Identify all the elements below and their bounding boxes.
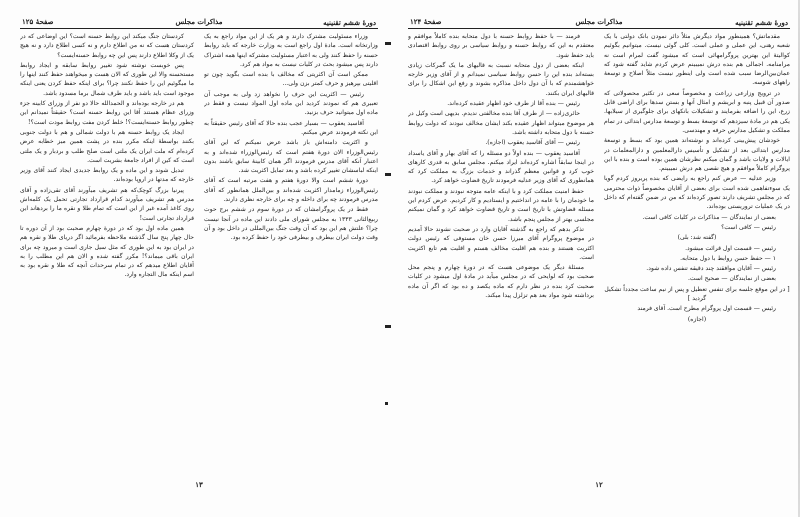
paragraph: کردستان جنگ میکند این روابط حسنه است؟ این اوضاعی که در کردستان هست که نه من اطلاع دارم و نه کسی اطلاع دارد و نه هیچ یک از وکلا اطلاع دارند پس این چه روابط حسنه‌ایست؟ bbox=[20, 33, 194, 59]
margin-mark bbox=[385, 402, 388, 405]
column-right bbox=[604, 32, 790, 462]
text-columns bbox=[408, 32, 790, 462]
paragraph: تبدیل شوند و این ماده و یک روابط جدیدی ایجاد کنند آقای وزیر خارجه که مدتها در اروپا بوده‌اند. bbox=[20, 167, 194, 184]
period-title: دورهٔ ششم تقنینیه bbox=[735, 18, 788, 27]
column-left bbox=[20, 32, 194, 462]
paragraph: ایجاد یک روابط حسنه هم با دولت شمالی و هم با دولت جنوبی بکنند بواسطهٔ اینکه مکرر بنده در پشت همین میز خطابه عرض کرده‌ام که ملت ایران یک ملتی است صلح طلب و بردبار و یک ملتی است که کین از افراد جامعهٔ بشریت است. bbox=[20, 128, 194, 164]
margin-mark bbox=[385, 325, 391, 328]
paragraph: همین ماده اول بود که در دورهٔ چهارم صحبت بود از آن دوره تا حال چهار پنج سال گذشته ملاحظه بفرمائید اگر دریای طلا و نقره هم در ایران بود به این طوری که مثل سیل جاری است و میرود چه برای ایران باقی میماند؟! مکرر گفته شده و الان هم این مطلب را به آقایان اطلاع میدهم که در تمام سرحدات آنچه که طلا و نقره بود به اسم اینکه مال التجاره وارد. bbox=[20, 224, 194, 279]
paragraph: پیرنیا بزرگ کوچک‌که هم تشریف میآورند آقای تقی‌زاده و آقای مدرس هم تشریف میآورند کدام قرارداد تجارتی تحمل یک کلمه‌اش روی کاغذ آمده غیر از این است که تمام طلا و نقره ما را بردهاند این قرارداد تجارتی است! bbox=[20, 186, 194, 222]
paragraph: بعضی از نمایندگان — مذاکرات در کلیات کافی است. bbox=[642, 213, 776, 221]
paragraph: تذکر بدهم که راجع به گذشته آقایان وارد در صحبت نشوند حالا آمدیم در موضوع پروگرام آقای میرزا حسن خان مستوفی که رئیس دولت اکثریت هستند و بنده هم اقلیت مخالف هستم و اقلیت هم تابع اکثریت است. bbox=[408, 225, 594, 261]
paragraph: پس خوبست نوشته شود تغییر روابط سابقه و ایجاد روابط مستحسنه والا این طوری که الان هست و میخواهند حفظ کنند اینها را ما میگوئیم این را حفظ نکنند چرا؟ برای اینکه حفظ کردن یعنی اینکه موجود است باید باشد و باید طرف شمال برما مسدود باشد. bbox=[20, 61, 194, 97]
paragraph: رئیس — اکثریت این حرف را نخواهد زد ولی به موجب آن تعبیری هم که نمودند کردید این ماده اول المواد نیست و فقط در ماده اول میتوانید حرف بزنید. bbox=[204, 90, 378, 117]
right-page bbox=[408, 0, 790, 517]
paragraph: حائری‌زاده — از طرف آقا بنده مخالفتی ندیدم. بدیهی است وکیل در هر موضوع میتواند اظهار عقیده بکند ایشان مخالف نبودند که دولت روابط حسنه با دول متحابه داشته باشد. bbox=[408, 110, 594, 136]
page-header bbox=[20, 16, 378, 29]
page-header bbox=[408, 16, 790, 29]
paragraph: وزراء مسئولیت مشترک دارند و هر یک از این مواد راجع به یک وزارتخانه است. مادهٔ اول راجع است به وزارت خارجه که باید روابط حسنه را حفظ کنند ولی به اعتبار مسئولیت مشترکه اینها همه اشتراک دارند پس میشود بحث در کلیات نیست به مواد هم کرد. bbox=[204, 33, 378, 68]
paragraph: رئیس — آقای آقاسید یعقوب (اجازه). bbox=[485, 139, 580, 147]
proceedings-title: مذاکرات مجلس bbox=[175, 17, 223, 26]
period-title: دورهٔ ششم تقنینیه bbox=[323, 18, 376, 27]
paragraph: مسئلهٔ دیگر یک موضوعی هست که در دورهٔ چهارم و پنجم محل صحبت بود که لوایحی که در مجلس میآید در مادهٔ اول میشود در کلیات صحبت کرد بنده در نظر دارم که ماده یکصد و ده بود که اگر آن ماده برداشته شود مواد بعد هم تزلزل پیدا میکند. bbox=[408, 264, 594, 300]
paragraph: آقاسید یعقوب — بسیار عجب بنده حالا که آقای رئیس حقیقتاً به این نکته فرمودند عرض میکنم. bbox=[204, 119, 378, 136]
margin-mark bbox=[385, 42, 391, 45]
paragraph: خودشان پیش‌بینی کرده‌اند و نوشته‌اند همین بود که بسط و توسعهٔ مدارس ابتدائی بعد از تشکیل و تأسیس دارالمعلمین و دارالمعلمات در ایالات و ولایات باشد و گمان میکنم نظرشان همین بوده است و بنده با این پروگرام کاملاً موافقم و هیچ نقصی هم درش نمیبینم. bbox=[604, 137, 790, 173]
page-label: صفحهٔ ۱۲۵ bbox=[22, 17, 54, 26]
paragraph: رئیس — کافی است؟ bbox=[721, 223, 776, 231]
paragraph: هم در خارجه بوده‌اند و الحمدالله حالا دو نفر از وزرای کابینه جزء وزرای عظام هستند آقا این روابط حسنه است؟ حقیقتاً نمیدانم این چطور روابط حسنه‌ایست؟! خلط کردن مفت روابط مودت است؟! bbox=[20, 100, 194, 126]
paragraph: در ترویج وزارعی زراعت و مخصوصاً سعی در تکثیر محصولاتی که صدور آن قبیل پنبه و ابریشم و امثال آنها و بستن سدها برای اراضی قابل زرع، این را اضافه بفرمایند و تشکیلات بانکهای برای جلوگیری از سیلابها. یکی هم در مادهٔ سیزدهم که توسعهٔ بسط و توسعهٔ مدارس ابتدائی در تمام مملکت و تشکیل مدارس حرفه و مهندسی. bbox=[604, 89, 790, 134]
paragraph: فقط در یک پروگرامشان که در دورهٔ سوم در ششم برج حوت ربیع‌الثانی ۱۳۳۳ به مجلس شورای ملی دادند این ماده در آنجا نیست چرا؟ علتش هم این بود که آن وقت جنگ بین‌المللی در داخل بود و آن وقت دولت ایران بیطرف و بیطرفی خود را حفظ کرده بود. bbox=[204, 206, 378, 242]
paragraph: فرمند — با حفظ روابط حسنه با دول متحابه بنده کاملاً موافقم و معتقدم به این که روابط حسنه و روابط سیاسی بر روی روابط اقتصادی باید حفظ شود. bbox=[408, 33, 594, 59]
paragraph: (اجازه) bbox=[687, 315, 707, 323]
paragraph: حفظ امنیت مملکت کرد و با اینکه عامه متوجه نبودند و مملکت نبودند ما خودمان را با عامه در انداختیم و ایستادیم و کار کردیم. عرض کردم این مسئله قضاوتش با تاریخ است و تاریخ قضاوت خواهد کرد و گمان نمیکنم مجلسی بهتر از مجلس پنجم باشد. bbox=[408, 187, 594, 223]
paragraph: وزیر عدلیه — عرض کنم راجع به رایضی که بنده پریروز کردم گویا یک سوءتفاهمی شده است برای بعضی از آقایان مخصوصاً ذوات محترمی که در مجلس تشریف دارند تصور کرده‌اند که من در ضمن گفته‌ام که داخل در یک عملیات تروریستی بوده‌اند. bbox=[604, 175, 790, 211]
column-right bbox=[204, 32, 378, 462]
text-columns bbox=[20, 32, 378, 462]
paragraph: و اکثریت دامنه‌اش باز باشد عرض نمیکنم که این آقای رئیس‌الوزراء الان دورهٔ هفتم است که رئیس‌الوزراء شده‌اند و به اعتبار آنکه آقای مدرس فرمودند اگر همان کابینهٔ سابق باشند بدون اینکه لباسشان تغییر کرده باشد و بعد تمایل اکثریت شد. bbox=[204, 139, 378, 175]
paragraph: مقدماتش؟ همینطور مواد دیگرش مثلاً دائر نمودن بانک دولتی با یک شعبه رهنی، این عملی و عملی است. کلی گوئی نیست. میتوانیم بگوئیم کوالیتهٔ این بهترین پروگرامهائی است که میشود گفت لمرام است نه مرامنامه. اجمالی هم بنده درش نمیبینم عرض کردم شاید گفته شود که عمان‌بین‌الرضا سبب شده است ولی اینطور نیست مثلاً اصلاح و توسعهٔ راههای شوسه. bbox=[604, 33, 790, 87]
column-left bbox=[408, 32, 594, 462]
paragraph: اینکه بعضی از دول متحابه نسبت به قالیهای ما یک گمرکات زیادی بسته‌اند بنده این را حسن روابط سیاسی نمیدانم و از آقای وزیر خارجه خواهشمندم که با آن دول داخل مذاکره بشوند و رفع این اشکال را برای قالیهای ایران بکنند. bbox=[408, 61, 594, 97]
paragraph: رئیس — قسمت اول پروگرام مطرح است. آقای فرمند bbox=[637, 305, 776, 313]
paragraph: رئیس — بنده آقا از طرف خود اظهار عقیده کرده‌اند. bbox=[447, 100, 580, 108]
paragraph: دورهٔ ششم است والا دورهٔ هفتم و هفت مرتبه است که آقای رئیس‌الوزراء زمامدار اکثریت شده‌اند و بین‌الملل همانطور که آقای مدرس فرمودند چه برای داخله و چه برای خارجه نظری دارند. bbox=[204, 177, 378, 204]
paragraph: ۱ — حفظ حسن روابط با دول متحابه. bbox=[680, 254, 776, 262]
page-number: ۱۳ bbox=[195, 480, 203, 489]
paragraph: ممکن است آن اکثریتی که مخالف با بنده است بگوید چون تو اقلیتی بپرهیز و حرف کمتر بزن ولی... bbox=[204, 71, 378, 88]
paragraph: بعضی از نمایندگان — صحیح است. bbox=[687, 275, 776, 283]
paragraph: (گفته شد: بلی) bbox=[677, 234, 717, 242]
proceedings-title: مذاکرات مجلس bbox=[575, 17, 623, 26]
paragraph: [ در این موقع جلسه برای تنفس تعطیل و پس از نیم ساعت مجدداً تشکیل گردید ] bbox=[604, 285, 790, 303]
page-label: صفحهٔ ۱۲۴ bbox=[410, 17, 442, 26]
paragraph: رئیس — آقایان موافقند چند دقیقه تنفس داده شود. bbox=[646, 265, 776, 273]
page-number: ۱۲ bbox=[595, 480, 603, 489]
margin-mark bbox=[385, 173, 391, 176]
left-page bbox=[20, 0, 378, 517]
paragraph: آقاسید یعقوب — بنده اولاً دو مسئله را که آقای بهار و آقای یاسداد در اینجا سابقاً اشاره کرده‌اند ایراد میکنم. مجلس سابق به قدری کارهای خوب کرد و قوانین معظم گذراند و خدمات بزرگ به مملکت کرد که همانطوری که آقای وزیر عدلیه فرمودند تاریخ قضاوت خواهد کرد. bbox=[408, 149, 594, 185]
paragraph: رئیس — قسمت اول قرائت میشود. bbox=[685, 244, 776, 252]
